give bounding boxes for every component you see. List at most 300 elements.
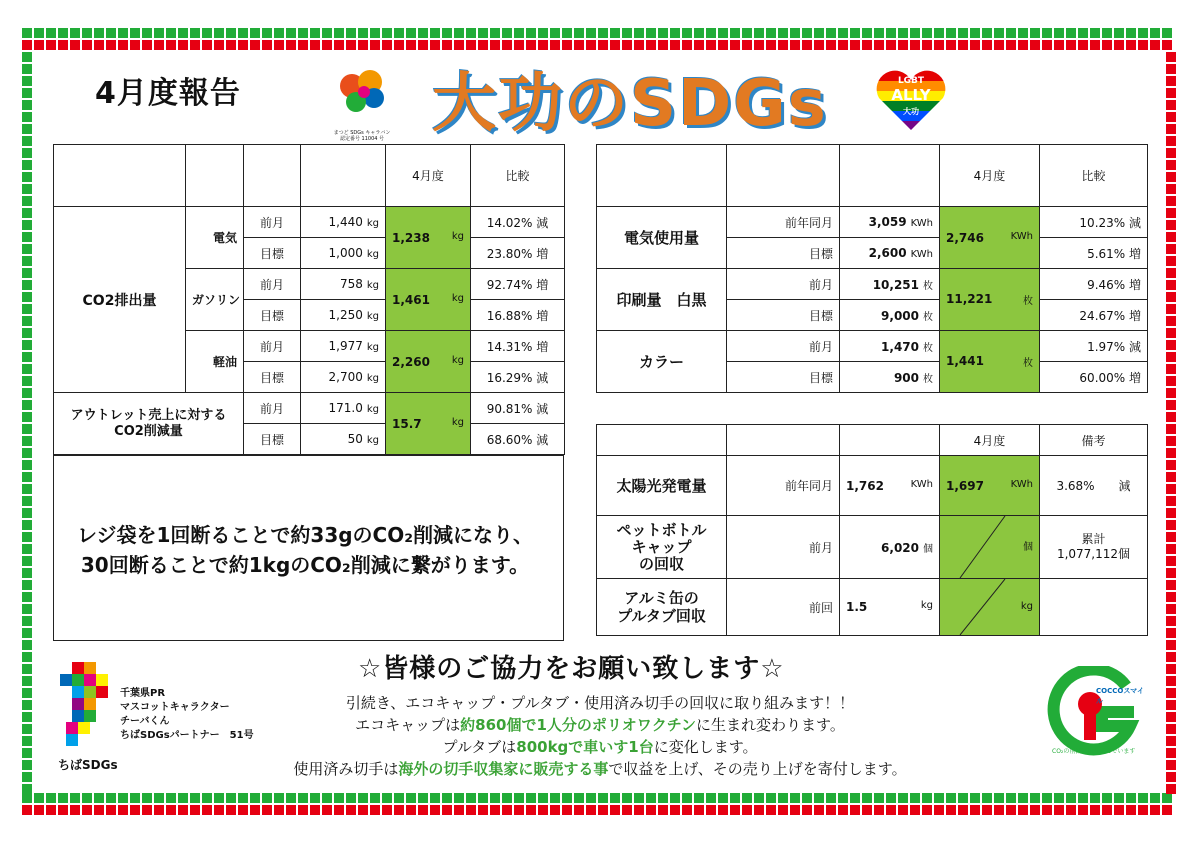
mosaic-square <box>778 793 788 803</box>
mosaic-square <box>22 664 32 674</box>
mosaic-square <box>286 793 296 803</box>
report-title: 4月度報告 <box>95 76 241 111</box>
solar-note: 3.68% 減 <box>1040 456 1148 516</box>
mosaic-square <box>994 793 1004 803</box>
mosaic-square <box>898 40 908 50</box>
category-diesel: 軽油 <box>186 331 244 393</box>
mosaic-square <box>814 28 824 38</box>
mosaic-square <box>142 805 152 815</box>
mosaic-square <box>634 40 644 50</box>
mosaic-square <box>1166 616 1176 626</box>
compare-cell: 16.88% 増 <box>471 300 565 331</box>
header-note: 備考 <box>1040 425 1148 456</box>
mosaic-square <box>814 805 824 815</box>
mosaic-square <box>1054 40 1064 50</box>
mosaic-square <box>730 40 740 50</box>
mosaic-square <box>754 28 764 38</box>
mosaic-square <box>1166 736 1176 746</box>
mosaic-square <box>490 793 500 803</box>
mosaic-square <box>22 805 32 815</box>
row-label: 目標 <box>244 300 301 331</box>
mosaic-square <box>598 793 608 803</box>
mosaic-square <box>22 268 32 278</box>
mosaic-square <box>538 793 548 803</box>
mosaic-square <box>310 40 320 50</box>
mosaic-square <box>1166 520 1176 530</box>
mosaic-square <box>538 40 548 50</box>
mosaic-square <box>694 805 704 815</box>
mosaic-square <box>22 592 32 602</box>
mosaic-square <box>1166 544 1176 554</box>
mosaic-square <box>190 805 200 815</box>
cap-note: 累計 1,077,112個 <box>1040 516 1148 579</box>
mosaic-square <box>1166 712 1176 722</box>
mosaic-square <box>142 793 152 803</box>
mosaic-square <box>898 28 908 38</box>
mosaic-square <box>718 793 728 803</box>
mosaic-square <box>1078 40 1088 50</box>
mosaic-square <box>238 805 248 815</box>
mosaic-square <box>982 28 992 38</box>
mosaic-square <box>706 40 716 50</box>
mosaic-square <box>1166 136 1176 146</box>
mosaic-square <box>1166 772 1176 782</box>
mosaic-square <box>1030 805 1040 815</box>
header-month: 4月度 <box>940 145 1040 207</box>
mosaic-square <box>334 28 344 38</box>
mosaic-square <box>1166 496 1176 506</box>
mosaic-square <box>358 40 368 50</box>
mosaic-square <box>1126 28 1136 38</box>
mosaic-square <box>982 793 992 803</box>
mosaic-square <box>22 604 32 614</box>
row-label: 目標 <box>244 238 301 269</box>
mosaic-square <box>790 805 800 815</box>
mosaic-square <box>370 793 380 803</box>
cooperation-heading: ☆皆様のご協力をお願い致します☆ <box>358 654 785 684</box>
mosaic-square <box>850 793 860 803</box>
mosaic-square <box>574 793 584 803</box>
mosaic-square <box>406 793 416 803</box>
mosaic-square <box>22 208 32 218</box>
mosaic-square <box>22 544 32 554</box>
mosaic-square <box>1126 793 1136 803</box>
mosaic-square <box>22 712 32 722</box>
mosaic-square <box>586 805 596 815</box>
mosaic-square <box>226 40 236 50</box>
mosaic-square <box>514 28 524 38</box>
mosaic-square <box>334 793 344 803</box>
mosaic-square <box>766 28 776 38</box>
mosaic-square <box>70 805 80 815</box>
mosaic-square <box>1066 805 1076 815</box>
mosaic-square <box>226 793 236 803</box>
mosaic-square <box>1166 676 1176 686</box>
category-electricity-usage: 電気使用量 <box>597 207 727 269</box>
mosaic-square <box>682 40 692 50</box>
month-value-cell: 2,260 kg <box>386 331 471 393</box>
mosaic-square <box>766 40 776 50</box>
mosaic-square <box>970 805 980 815</box>
mosaic-square <box>826 28 836 38</box>
footer-line-1: 引続き、エコキャップ・プルタブ・使用済み切手の回収に取り組みます！！ <box>345 694 855 712</box>
mosaic-square <box>298 793 308 803</box>
compare-cell: 16.29% 減 <box>471 362 565 393</box>
mosaic-square <box>502 28 512 38</box>
mosaic-square <box>166 793 176 803</box>
sdgs-caravan-logo <box>330 62 394 142</box>
mosaic-square <box>22 412 32 422</box>
mosaic-square <box>274 28 284 38</box>
mosaic-square <box>514 805 524 815</box>
mosaic-square <box>826 793 836 803</box>
mosaic-square <box>1166 256 1176 266</box>
mosaic-square <box>922 793 932 803</box>
mosaic-square <box>262 40 272 50</box>
month-value-cell: 1,461 kg <box>386 269 471 331</box>
mosaic-square <box>946 805 956 815</box>
mosaic-square <box>106 793 116 803</box>
mosaic-square <box>22 688 32 698</box>
mosaic-square <box>1166 328 1176 338</box>
mosaic-square <box>202 40 212 50</box>
mosaic-square <box>346 40 356 50</box>
mosaic-square <box>1166 700 1176 710</box>
mosaic-square <box>1030 793 1040 803</box>
mosaic-square <box>1166 196 1176 206</box>
co2-group-label: CO2排出量 <box>54 207 186 393</box>
mosaic-square <box>70 28 80 38</box>
mosaic-square <box>862 805 872 815</box>
mosaic-square <box>394 40 404 50</box>
mosaic-square <box>562 805 572 815</box>
mosaic-square <box>598 805 608 815</box>
mosaic-square <box>22 616 32 626</box>
solar-month-value: 1,697 KWh <box>940 456 1040 516</box>
mosaic-square <box>346 793 356 803</box>
mosaic-square <box>790 793 800 803</box>
mosaic-square <box>886 40 896 50</box>
mosaic-square <box>994 40 1004 50</box>
footer-line-2: エコキャップは約860個で1人分のポリオワクチンに生まれ変わります。 <box>355 716 845 734</box>
row-label: 目標 <box>244 424 301 455</box>
mosaic-square <box>178 805 188 815</box>
mosaic-square <box>1166 424 1176 434</box>
mosaic-square <box>82 40 92 50</box>
mosaic-square <box>1166 160 1176 170</box>
mosaic-square <box>1166 784 1176 794</box>
mosaic-square <box>262 793 272 803</box>
mosaic-square <box>502 793 512 803</box>
mosaic-square <box>166 28 176 38</box>
mosaic-square <box>682 805 692 815</box>
mosaic-square <box>118 805 128 815</box>
cocoo-label: COCCOスマイル <box>1096 687 1145 705</box>
plastic-bag-message: レジ袋を1回断ることで約33gのCO₂削減になり、 30回断ることで約1kgのCO₂削減に繋がります。 <box>76 523 533 577</box>
mosaic-square <box>622 793 632 803</box>
mosaic-square <box>1066 40 1076 50</box>
mosaic-square <box>682 793 692 803</box>
mosaic-square <box>1166 172 1176 182</box>
mosaic-square <box>454 805 464 815</box>
chiba-mascot-image <box>52 658 118 754</box>
mosaic-square <box>694 40 704 50</box>
mosaic-square <box>658 28 668 38</box>
mosaic-square <box>958 805 968 815</box>
mosaic-square <box>670 793 680 803</box>
mosaic-square <box>22 148 32 158</box>
row-label: 前月 <box>727 269 840 300</box>
mosaic-square <box>202 793 212 803</box>
mosaic-square <box>22 124 32 134</box>
mosaic-square <box>22 364 32 374</box>
mosaic-square <box>1066 793 1076 803</box>
mosaic-square <box>1090 793 1100 803</box>
mosaic-square <box>22 316 32 326</box>
mosaic-square <box>454 28 464 38</box>
mosaic-square <box>1166 724 1176 734</box>
mosaic-square <box>1166 280 1176 290</box>
mosaic-square <box>1102 40 1112 50</box>
mosaic-square <box>1030 40 1040 50</box>
value-cell: 2,700 kg <box>301 362 386 393</box>
mosaic-square <box>682 28 692 38</box>
mosaic-square <box>58 40 68 50</box>
mosaic-square <box>934 805 944 815</box>
mosaic-square <box>994 28 1004 38</box>
mosaic-square <box>514 40 524 50</box>
month-value-cell: 15.7 kg <box>386 393 471 455</box>
row-label: 目標 <box>727 238 840 269</box>
mosaic-square <box>1126 40 1136 50</box>
mosaic-square <box>22 508 32 518</box>
ally-text-3: 大功 <box>903 107 919 116</box>
value-cell: 758 kg <box>301 269 386 300</box>
compare-cell: 1.97% 減 <box>1040 331 1148 362</box>
mosaic-square <box>1166 508 1176 518</box>
mosaic-square <box>166 40 176 50</box>
mosaic-square <box>178 28 188 38</box>
mosaic-square <box>250 793 260 803</box>
pulltab-sub: 前回 <box>727 579 840 636</box>
cap-value: 6,020 個 <box>840 516 940 579</box>
mosaic-square <box>334 40 344 50</box>
compare-cell: 14.02% 減 <box>471 207 565 238</box>
mosaic-square <box>334 805 344 815</box>
mosaic-square <box>970 793 980 803</box>
mosaic-square <box>442 793 452 803</box>
mosaic-square <box>634 793 644 803</box>
mosaic-square <box>946 28 956 38</box>
mosaic-square <box>886 793 896 803</box>
mosaic-square <box>1166 592 1176 602</box>
mosaic-square <box>898 805 908 815</box>
mosaic-square <box>166 805 176 815</box>
mosaic-square <box>58 805 68 815</box>
mosaic-square <box>22 220 32 230</box>
mosaic-square <box>1078 28 1088 38</box>
mosaic-square <box>802 40 812 50</box>
mosaic-square <box>718 40 728 50</box>
mosaic-square <box>82 805 92 815</box>
mosaic-square <box>754 805 764 815</box>
mosaic-square <box>646 793 656 803</box>
mosaic-square <box>22 40 32 50</box>
mosaic-square <box>1166 412 1176 422</box>
mosaic-square <box>274 805 284 815</box>
mosaic-square <box>610 805 620 815</box>
value-cell: 900 枚 <box>840 362 940 393</box>
mosaic-square <box>898 793 908 803</box>
mosaic-square <box>778 805 788 815</box>
value-cell: 1,440 kg <box>301 207 386 238</box>
mosaic-square <box>70 793 80 803</box>
mosaic-square <box>910 793 920 803</box>
mosaic-square <box>358 28 368 38</box>
mosaic-square <box>82 28 92 38</box>
mosaic-square <box>1042 40 1052 50</box>
mosaic-square <box>1166 268 1176 278</box>
mosaic-square <box>874 793 884 803</box>
row-label: 前月 <box>244 331 301 362</box>
mosaic-square <box>310 793 320 803</box>
mosaic-square <box>1166 748 1176 758</box>
cap-sub: 前月 <box>727 516 840 579</box>
mosaic-square <box>1006 28 1016 38</box>
mosaic-square <box>46 40 56 50</box>
mosaic-square <box>970 28 980 38</box>
mosaic-square <box>1030 28 1040 38</box>
mosaic-square <box>454 40 464 50</box>
mosaic-square <box>982 40 992 50</box>
mosaic-square <box>106 805 116 815</box>
mosaic-square <box>694 28 704 38</box>
mosaic-square <box>22 472 32 482</box>
mosaic-square <box>466 805 476 815</box>
mosaic-square <box>1166 640 1176 650</box>
mosaic-square <box>550 793 560 803</box>
mosaic-square <box>586 28 596 38</box>
mosaic-square <box>1166 400 1176 410</box>
mosaic-square <box>22 388 32 398</box>
mosaic-square <box>430 805 440 815</box>
mosaic-square <box>1054 793 1064 803</box>
mosaic-square <box>1166 484 1176 494</box>
usage-table <box>596 144 1148 393</box>
mosaic-square <box>130 793 140 803</box>
solar-value: 1,762 KWh <box>840 456 940 516</box>
value-cell: 50 kg <box>301 424 386 455</box>
mosaic-square <box>382 793 392 803</box>
mosaic-square <box>946 40 956 50</box>
mosaic-square <box>190 28 200 38</box>
mosaic-square <box>970 40 980 50</box>
category-print-mono: 印刷量 白黒 <box>597 269 727 331</box>
mosaic-square <box>886 28 896 38</box>
mosaic-square <box>22 460 32 470</box>
mosaic-square <box>142 28 152 38</box>
mosaic-square <box>1150 793 1160 803</box>
mosaic-square <box>370 28 380 38</box>
mosaic-square <box>646 805 656 815</box>
mosaic-square <box>478 793 488 803</box>
mosaic-square <box>610 28 620 38</box>
mosaic-square <box>274 40 284 50</box>
mosaic-square <box>1166 628 1176 638</box>
mosaic-square <box>22 724 32 734</box>
mosaic-square <box>1166 376 1176 386</box>
mosaic-square <box>466 40 476 50</box>
mosaic-square <box>754 793 764 803</box>
mosaic-square <box>1018 28 1028 38</box>
mosaic-square <box>22 748 32 758</box>
mosaic-square <box>130 805 140 815</box>
mosaic-square <box>1114 40 1124 50</box>
mosaic-square <box>538 805 548 815</box>
mosaic-square <box>670 28 680 38</box>
mosaic-square <box>22 793 32 803</box>
mosaic-square <box>418 40 428 50</box>
mosaic-square <box>370 40 380 50</box>
mosaic-square <box>790 28 800 38</box>
mosaic-square <box>1166 664 1176 674</box>
mosaic-square <box>382 40 392 50</box>
mosaic-square <box>1042 793 1052 803</box>
mosaic-square <box>802 805 812 815</box>
month-value-cell: 1,238 kg <box>386 207 471 269</box>
mosaic-square <box>250 40 260 50</box>
mosaic-square <box>346 28 356 38</box>
mosaic-square <box>742 793 752 803</box>
mosaic-square <box>310 805 320 815</box>
mosaic-square <box>214 40 224 50</box>
mosaic-square <box>1166 436 1176 446</box>
mosaic-square <box>22 700 32 710</box>
value-cell: 1,470 枚 <box>840 331 940 362</box>
mosaic-square <box>346 805 356 815</box>
mosaic-square <box>1150 28 1160 38</box>
row-label: 前月 <box>244 269 301 300</box>
mosaic-square <box>34 28 44 38</box>
ally-text-2: ALLY <box>891 86 931 104</box>
mosaic-square <box>814 793 824 803</box>
mosaic-square <box>94 805 104 815</box>
mosaic-square <box>46 805 56 815</box>
logo-caption: まつど SDGs キャラバン 認定番号 11004 号 <box>333 130 391 142</box>
mosaic-square <box>1162 28 1172 38</box>
mosaic-square <box>1006 793 1016 803</box>
mosaic-square <box>1150 40 1160 50</box>
mosaic-square <box>274 793 284 803</box>
mosaic-square <box>1166 532 1176 542</box>
mosaic-square <box>706 28 716 38</box>
mosaic-square <box>1018 805 1028 815</box>
mosaic-square <box>22 184 32 194</box>
mosaic-square <box>730 793 740 803</box>
mosaic-square <box>934 40 944 50</box>
mosaic-square <box>862 28 872 38</box>
mosaic-square <box>358 793 368 803</box>
mosaic-square <box>1018 793 1028 803</box>
mosaic-square <box>1090 40 1100 50</box>
mosaic-square <box>922 40 932 50</box>
mosaic-square <box>538 28 548 38</box>
mosaic-square <box>430 28 440 38</box>
mosaic-square <box>250 805 260 815</box>
mosaic-square <box>478 40 488 50</box>
mosaic-square <box>22 652 32 662</box>
category-electricity: 電気 <box>186 207 244 269</box>
